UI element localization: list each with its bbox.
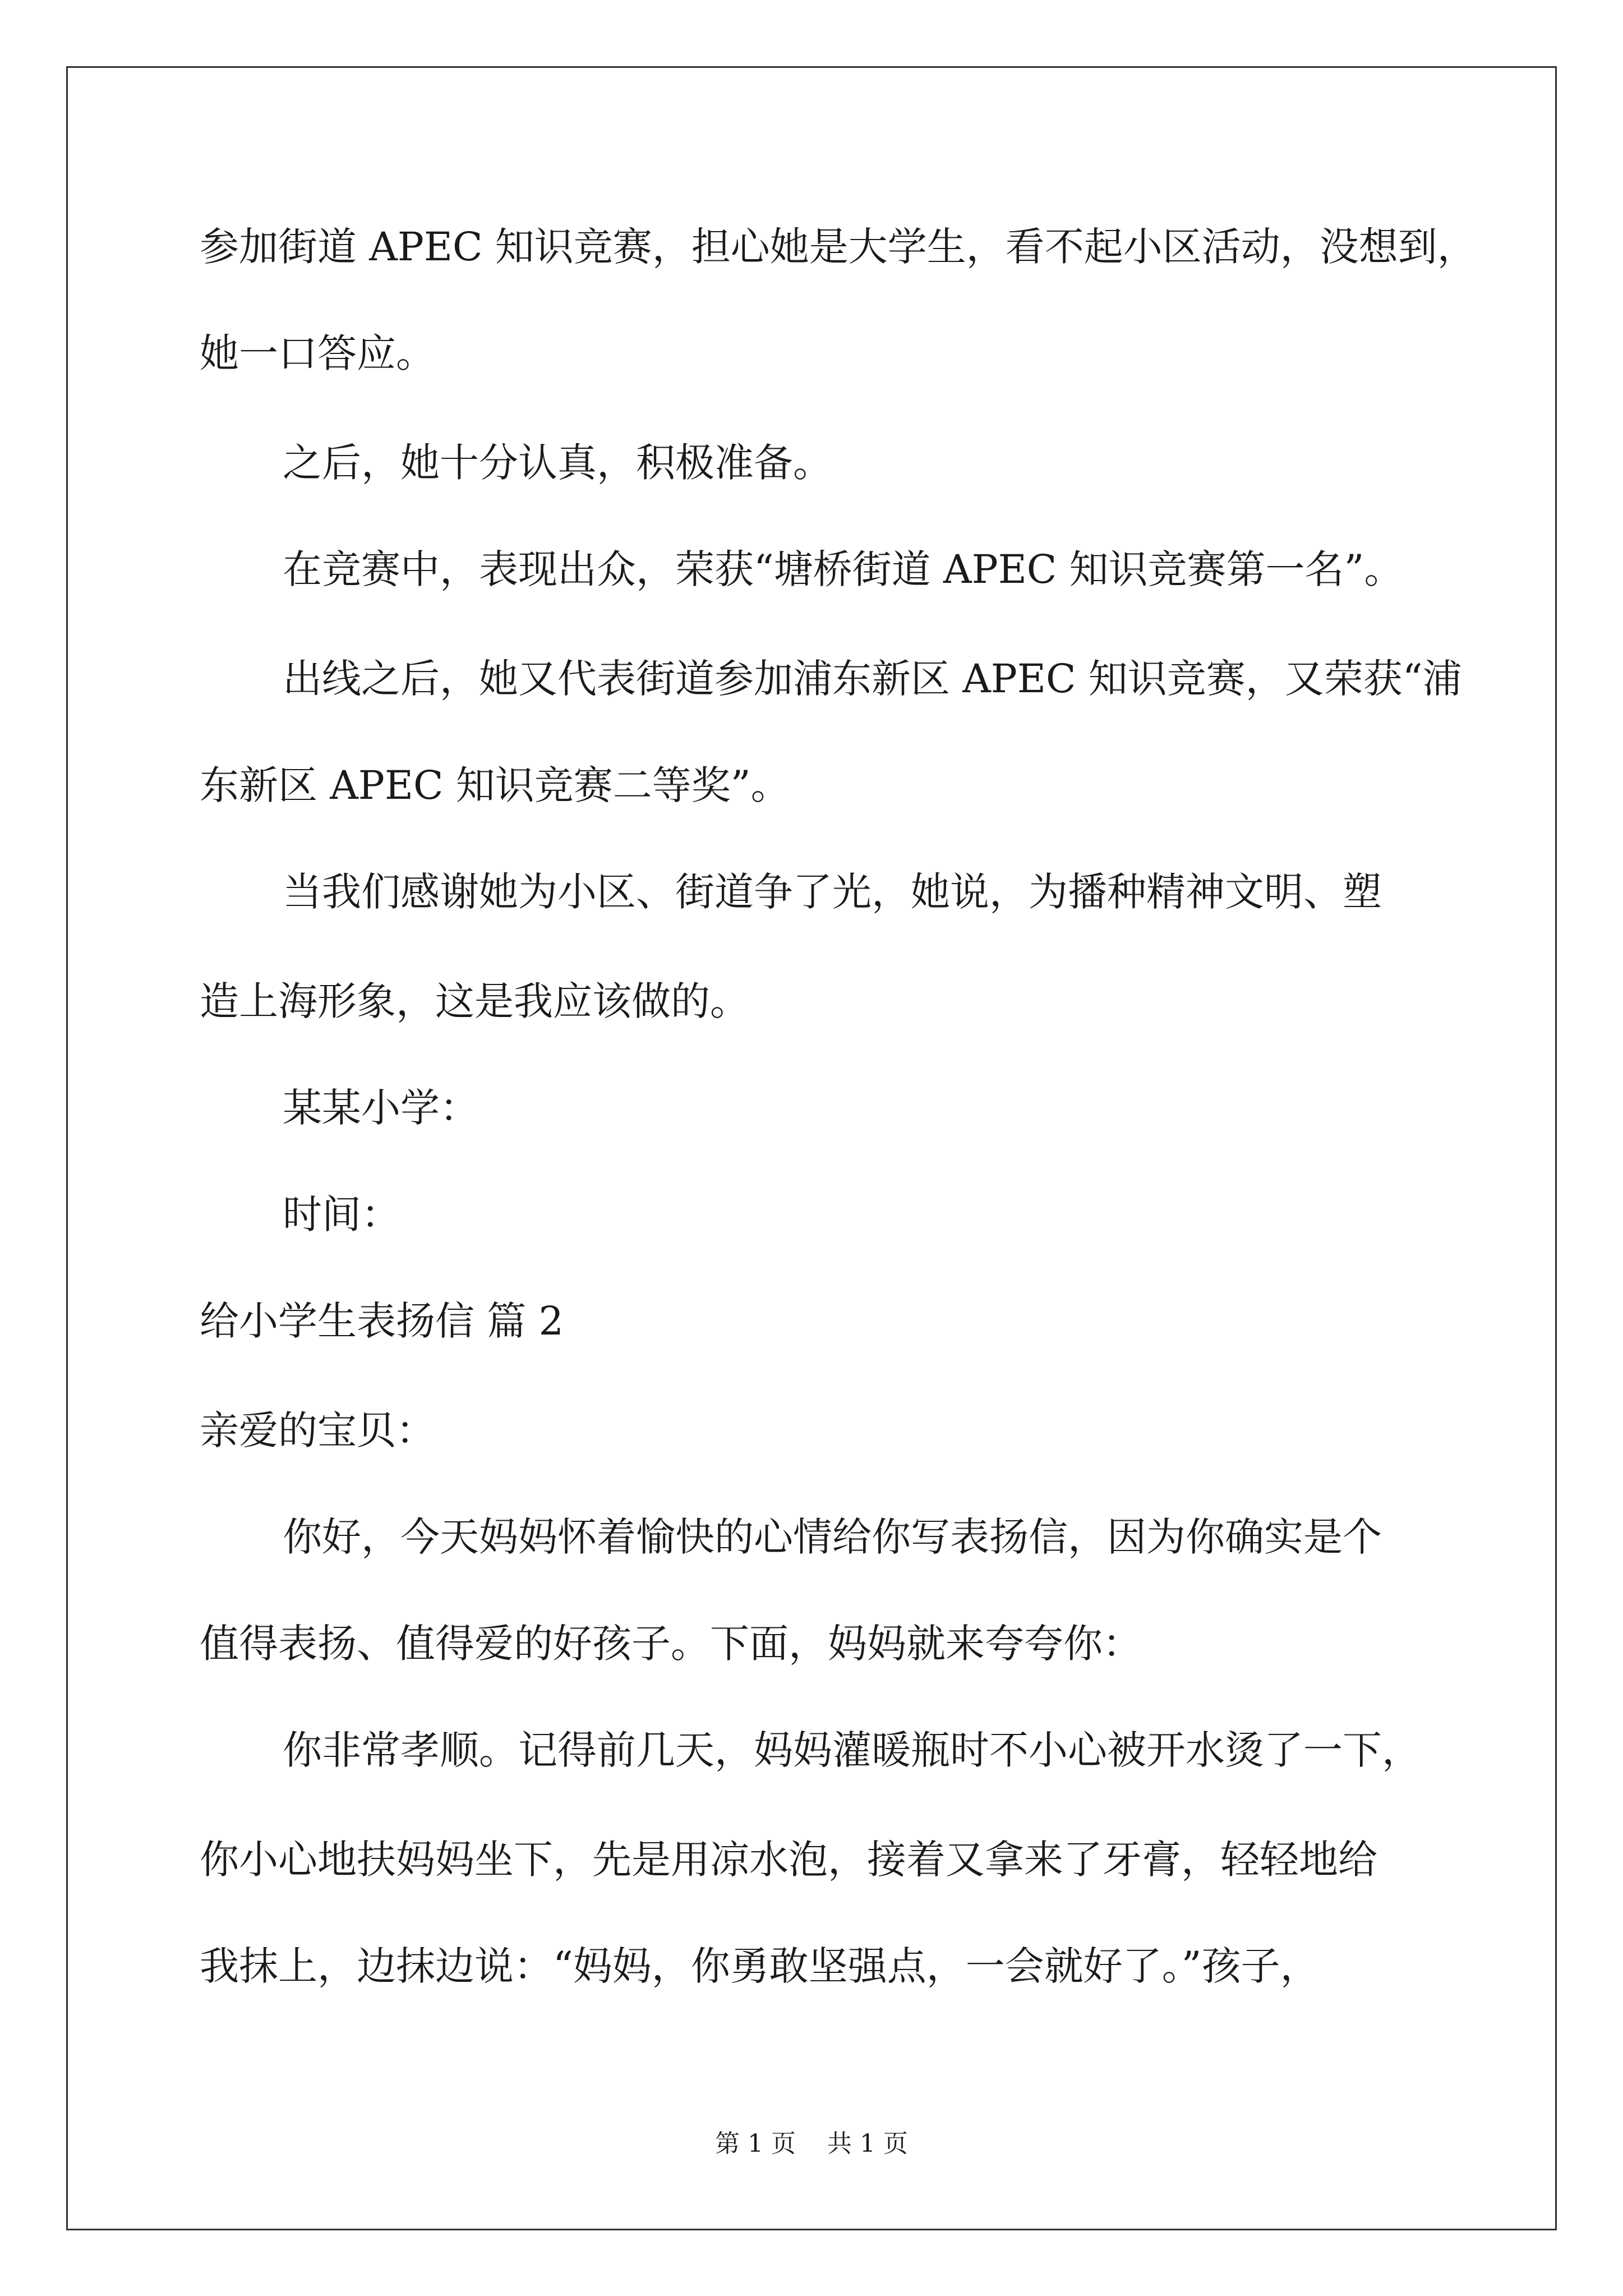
paragraph-line: 你小心地扶妈妈坐下，先是用凉水泡，接着又拿来了牙膏，轻轻地给 bbox=[200, 1837, 1377, 1883]
paragraph-line: 我抹上，边抹边说：“妈妈，你勇敢坚强点，一会就好了。”孩子， bbox=[200, 1943, 1320, 1989]
paragraph-line: 参加街道 APEC 知识竞赛，担心她是大学生，看不起小区活动，没想到， bbox=[200, 224, 1477, 270]
paragraph-line: 造上海形象，这是我应该做的。 bbox=[200, 978, 749, 1024]
paragraph-line: 出线之后，她又代表街道参加浦东新区 APEC 知识竞赛，又荣获“浦 bbox=[283, 656, 1462, 702]
date-line: 时间： bbox=[283, 1191, 400, 1237]
paragraph-line: 当我们感谢她为小区、街道争了光，她说，为播种精神文明、塑 bbox=[283, 869, 1382, 915]
paragraph-line: 东新区 APEC 知识竞赛二等奖”。 bbox=[200, 762, 790, 808]
paragraph-line: 你非常孝顺。记得前几天，妈妈灌暖瓶时不小心被开水烫了一下， bbox=[283, 1727, 1421, 1773]
section-heading: 给小学生表扬信 篇 2 bbox=[200, 1298, 564, 1344]
paragraph-line: 在竞赛中，表现出众，荣获“塘桥街道 APEC 知识竞赛第一名”。 bbox=[283, 546, 1404, 592]
salutation-line: 亲爱的宝贝： bbox=[200, 1407, 435, 1453]
paragraph-line: 她一口答应。 bbox=[200, 330, 435, 376]
paragraph-line: 值得表扬、值得爱的好孩子。下面，妈妈就来夸夸你： bbox=[200, 1621, 1142, 1667]
paragraph-line: 之后，她十分认真，积极准备。 bbox=[283, 440, 832, 486]
signature-line: 某某小学： bbox=[283, 1085, 479, 1131]
paragraph-line: 你好，今天妈妈怀着愉快的心情给你写表扬信，因为你确实是个 bbox=[283, 1514, 1382, 1560]
page-border bbox=[66, 66, 1557, 2230]
page-number-footer: 第 1 页 共 1 页 bbox=[715, 2129, 908, 2158]
